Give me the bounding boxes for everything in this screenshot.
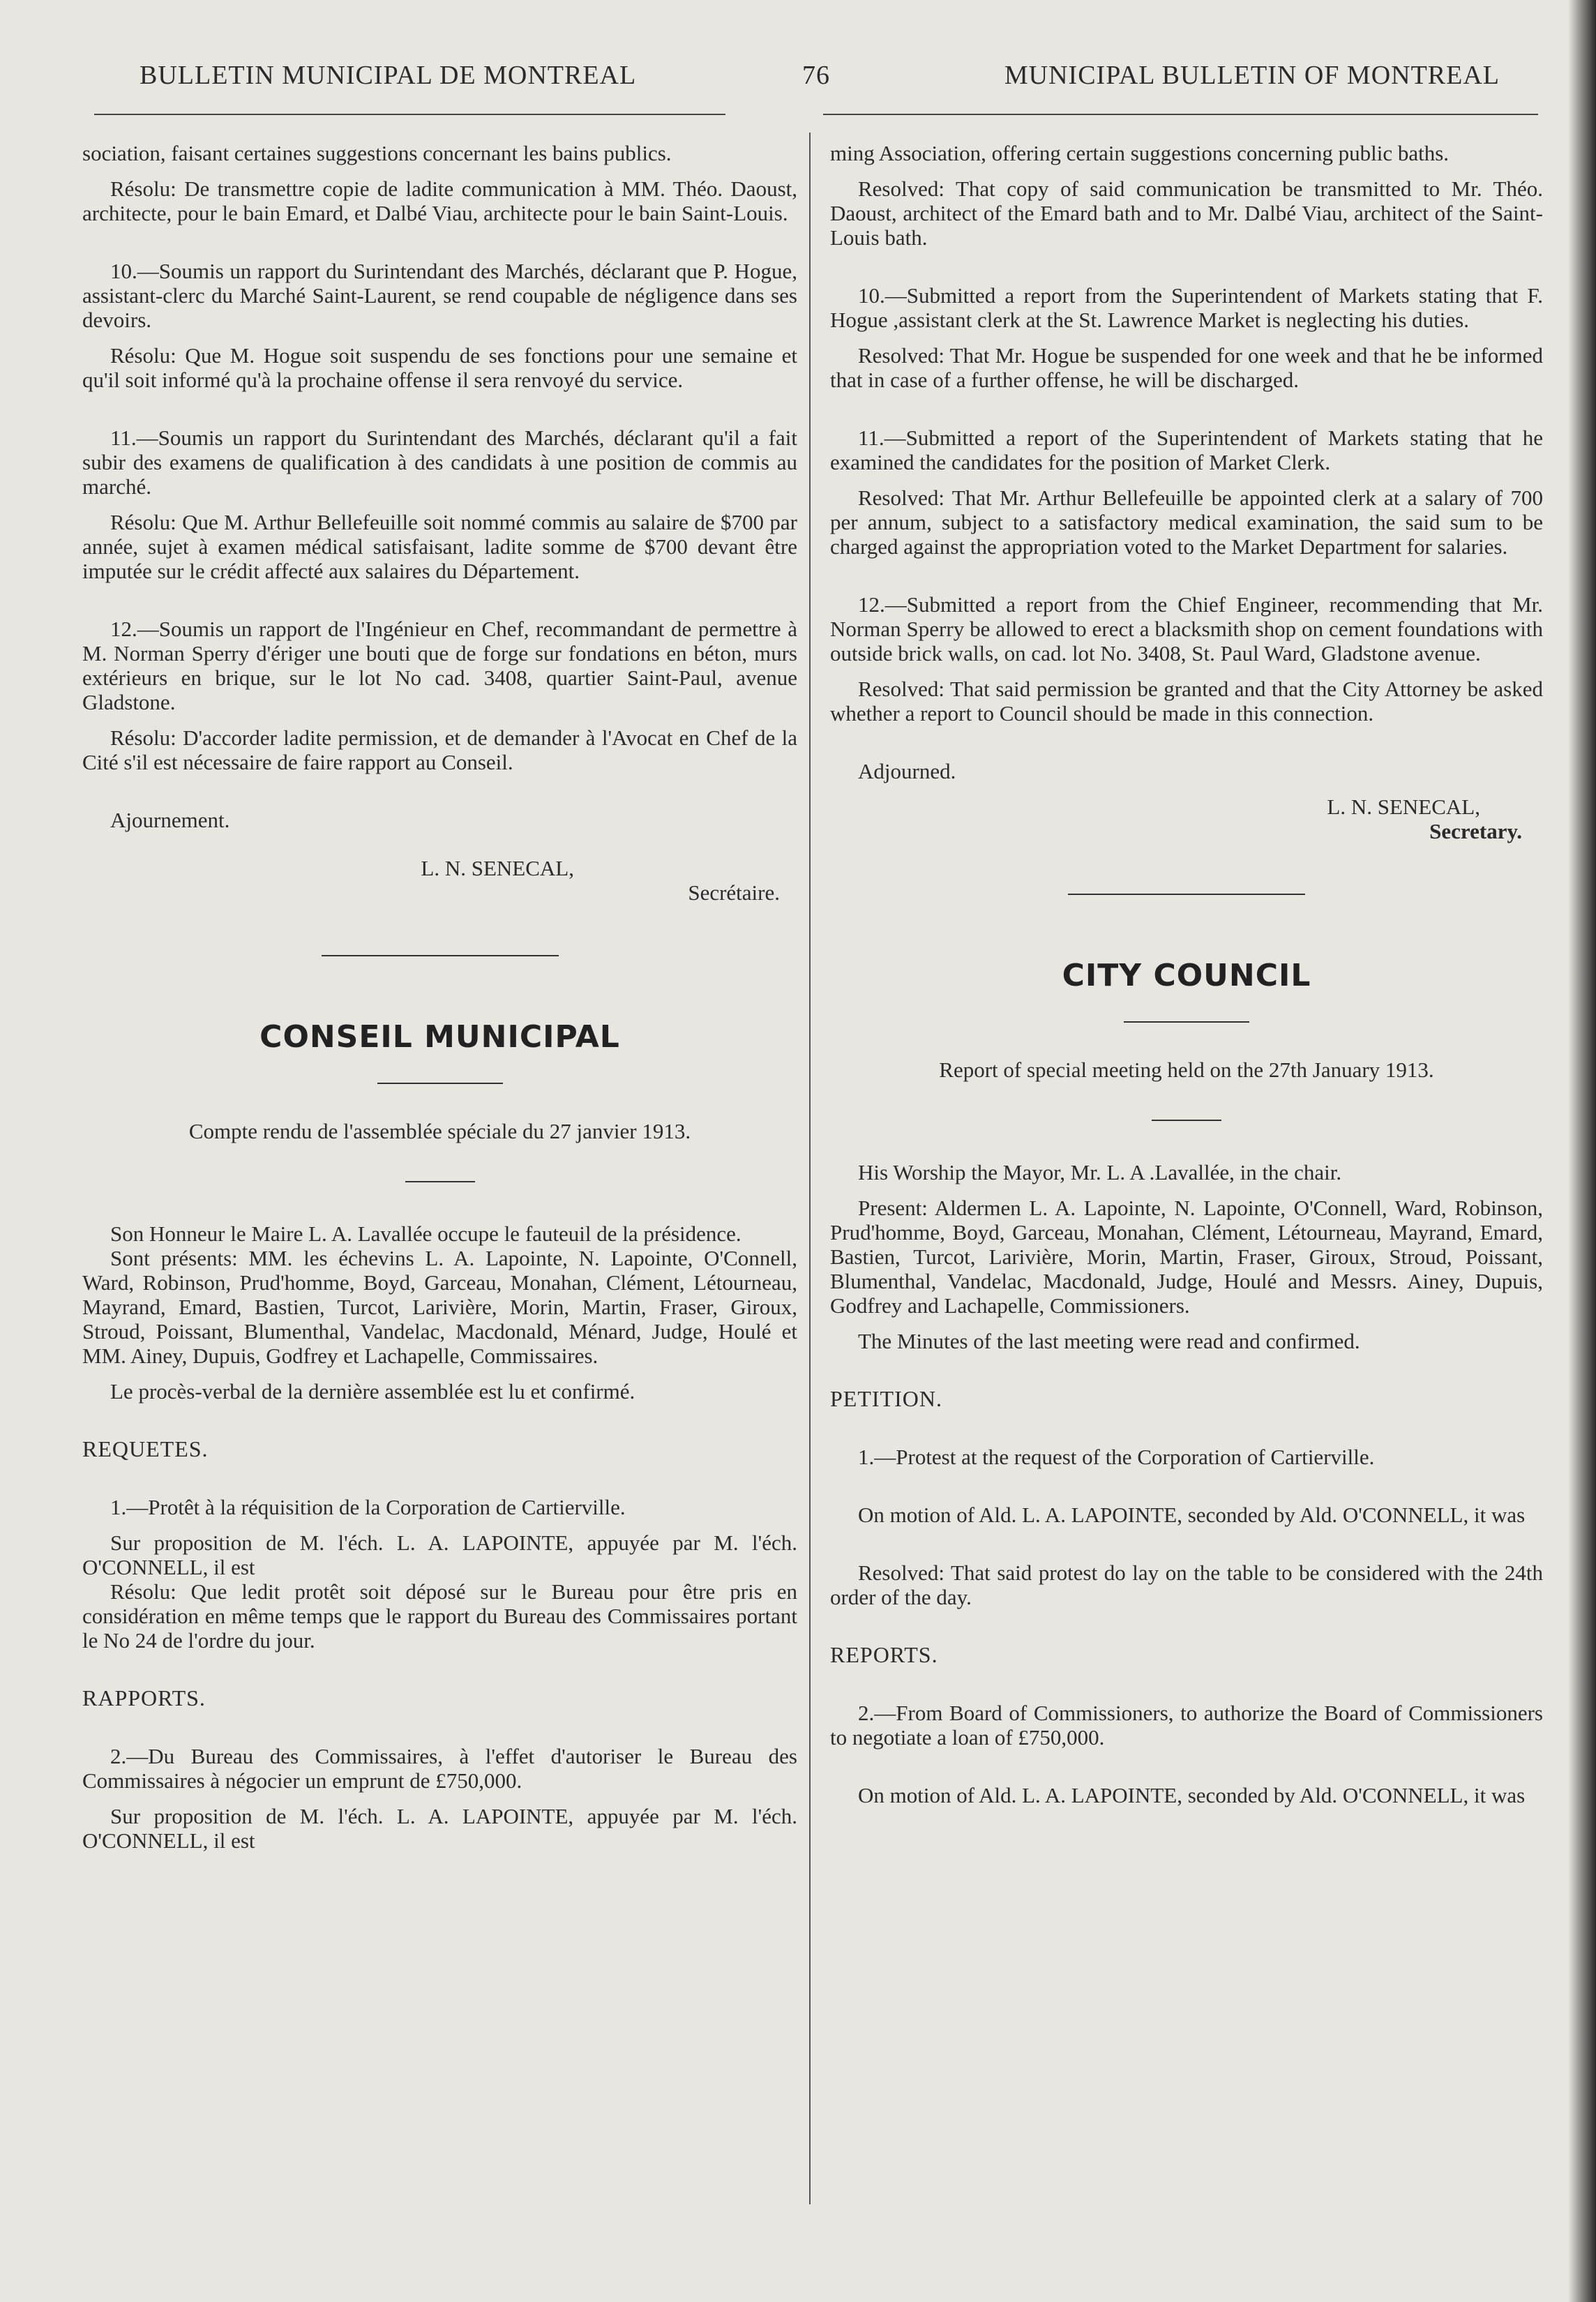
paragraph: sociation, faisant certaines suggestions concernant les bains publics. <box>82 141 672 165</box>
paragraph: 12.—Submitted a report from the Chief Engineer, recommending that Mr. Norman Sperry be allowed to erect a blacksmith shop on cement foundations with outside brick walls, on cad. lot No. 3408, St. Paul Ward, Gladstone avenue. <box>830 592 1543 665</box>
paragraph: Résolu: Que M. Arthur Bellefeuille soit nommé commis au salaire de $700 par année, sujet à examen médical satisfaisant, ladite somme de $700 devant être imputée sur le crédit affecté aux salaires du Département. <box>82 510 797 583</box>
paragraph: Resolved: That Mr. Arthur Bellefeuille be appointed clerk at a salary of 700 per annum, subject to a satisfactory medical examination, the said sum to be charged against the appropriation voted to the Market Department for salaries. <box>830 486 1543 559</box>
paragraph: His Worship the Mayor, Mr. L. A .Lavallée, in the chair. <box>858 1160 1342 1184</box>
page-number: 76 <box>802 61 830 90</box>
signature-name: L. N. SENECAL, <box>421 856 574 880</box>
paragraph: Résolu: Que ledit protêt soit déposé sur le Bureau pour être pris en considération en même temps que le rapport du Bureau des Commissaires portant le No 24 de l'ordre du jour. <box>82 1579 797 1653</box>
paragraph: 2.—From Board of Commissioners, to authorize the Board of Commissioners to negotiate a loan of £750,000. <box>830 1701 1543 1750</box>
section-heading: PETITION. <box>830 1386 942 1411</box>
paragraph: 11.—Soumis un rapport du Surintendant des Marchés, déclarant qu'il a fait subir des examens de qualification à des candidats à une position de commis au marché. <box>82 426 797 499</box>
section-title: CONSEIL MUNICIPAL <box>259 1019 620 1055</box>
english-column <box>830 141 1543 1807</box>
header-rule-left <box>94 114 725 115</box>
paragraph: Present: Aldermen L. A. Lapointe, N. Lapointe, O'Connell, Ward, Robinson, Prud'homme, Boyd, Garceau, Monahan, Clément, Létourneau, Mayrand, Emard, Bastien, Turcot, Larivière, Morin, Martin, Fraser, Giroux, Stroud, Poissant, Blumenthal, Vandelac, Macdonald, Judge, Houlé and Messrs. Ainey, Dupuis, Godfrey and Lachapelle, Commissioners. <box>830 1196 1543 1318</box>
header-title-french: BULLETIN MUNICIPAL DE MONTREAL <box>140 61 637 90</box>
paragraph: Sur proposition de M. l'éch. L. A. LAPOINTE, appuyée par M. l'éch. O'CONNELL, il est <box>82 1530 797 1579</box>
paragraph: Sur proposition de M. l'éch. L. A. LAPOINTE, appuyée par M. l'éch. O'CONNELL, il est <box>82 1804 797 1853</box>
paragraph: The Minutes of the last meeting were read and confirmed. <box>858 1329 1360 1353</box>
header-title-english: MUNICIPAL BULLETIN OF MONTREAL <box>1004 61 1500 90</box>
header-rule-right <box>823 114 1538 115</box>
paragraph: Sont présents: MM. les échevins L. A. Lapointe, N. Lapointe, O'Connell, Ward, Robinson, Prud'homme, Boyd, Garceau, Monahan, Clément, Létourneau, Mayrand, Emard, Bastien, Turcot, Larivière, Morin, Martin, Fraser, Giroux, Stroud, Poissant, Blumenthal, Vandelac, Macdonald, Ménard, Judge, Houlé et MM. Ainey, Dupuis, Godfrey et Lachapelle, Commissaires. <box>82 1246 797 1368</box>
paragraph: Résolu: Que M. Hogue soit suspendu de ses fonctions pour une semaine et qu'il soit informé qu'à la prochaine offense il sera renvoyé du service. <box>82 343 797 392</box>
paragraph: Resolved: That said permission be granted and that the City Attorney be asked whether a report to Council should be made in this connection. <box>830 677 1543 725</box>
paragraph: 1.—Protest at the request of the Corporation of Cartierville. <box>858 1445 1375 1469</box>
signature-title: Secretary. <box>1429 819 1522 843</box>
paragraph: On motion of Ald. L. A. LAPOINTE, seconded by Ald. O'CONNELL, it was <box>858 1783 1526 1807</box>
paragraph: 2.—Du Bureau des Commissaires, à l'effet d'autoriser le Bureau des Commissaires à négocier un emprunt de £750,000. <box>82 1744 797 1793</box>
french-column <box>82 141 797 1853</box>
section-heading: RAPPORTS. <box>82 1685 206 1710</box>
paragraph: Resolved: That said protest do lay on the table to be considered with the 24th order of the day. <box>830 1560 1543 1609</box>
section-heading: REPORTS. <box>830 1642 938 1667</box>
paragraph: 10.—Soumis un rapport du Surintendant des Marchés, déclarant que P. Hogue, assistant-clerc du Marché Saint-Laurent, se rend coupable de négligence dans ses devoirs. <box>82 259 797 332</box>
section-heading: REQUETES. <box>82 1436 209 1461</box>
paragraph: On motion of Ald. L. A. LAPOINTE, seconded by Ald. O'CONNELL, it was <box>858 1503 1526 1527</box>
signature-name: L. N. SENECAL, <box>1327 795 1480 819</box>
paragraph: Resolved: That copy of said communication be transmitted to Mr. Théo. Daoust, architect of the Emard bath and to Mr. Dalbé Viau, architect of the Saint-Louis bath. <box>830 176 1543 250</box>
column-divider <box>809 133 811 2204</box>
paragraph: 10.—Submitted a report from the Superintendent of Markets stating that F. Hogue ,assistant clerk at the St. Lawrence Market is neglecting his duties. <box>830 283 1543 332</box>
section-title: CITY COUNCIL <box>1062 958 1311 993</box>
paragraph: ming Association, offering certain suggestions concerning public baths. <box>830 141 1450 165</box>
adjournment: Ajournement. <box>110 808 230 832</box>
paragraph: 12.—Soumis un rapport de l'Ingénieur en Chef, recommandant de permettre à M. Norman Sperry d'ériger une bouti que de forge sur fondations en béton, murs extérieurs en brique, sur le lot No cad. 3408, quartier Saint-Paul, avenue Gladstone. <box>82 617 797 714</box>
paragraph: 1.—Protêt à la réquisition de la Corporation de Cartierville. <box>110 1495 626 1519</box>
paragraph: Son Honneur le Maire L. A. Lavallée occupe le fauteuil de la présidence. <box>110 1221 741 1246</box>
paragraph: Résolu: De transmettre copie de ladite communication à MM. Théo. Daoust, architecte, pour le bain Emard, et Dalbé Viau, architecte pour le bain Saint-Louis. <box>82 176 797 225</box>
page-header <box>133 60 1500 102</box>
signature-title: Secrétaire. <box>688 880 780 905</box>
page-edge-shadow <box>1568 0 1596 2302</box>
adjournment: Adjourned. <box>858 759 956 783</box>
paragraph: Resolved: That Mr. Hogue be suspended for one week and that he be informed that in case of a further offense, he will be discharged. <box>830 343 1543 392</box>
paragraph: 11.—Submitted a report of the Superintendent of Markets stating that he examined the candidates for the position of Market Clerk. <box>830 426 1543 474</box>
report-title: Report of special meeting held on the 27th January 1913. <box>939 1058 1434 1082</box>
paragraph: Résolu: D'accorder ladite permission, et de demander à l'Avocat en Chef de la Cité s'il est nécessaire de faire rapport au Conseil. <box>82 725 797 774</box>
report-title: Compte rendu de l'assemblée spéciale du 27 janvier 1913. <box>188 1119 691 1143</box>
paragraph: Le procès-verbal de la dernière assemblée est lu et confirmé. <box>110 1379 635 1404</box>
